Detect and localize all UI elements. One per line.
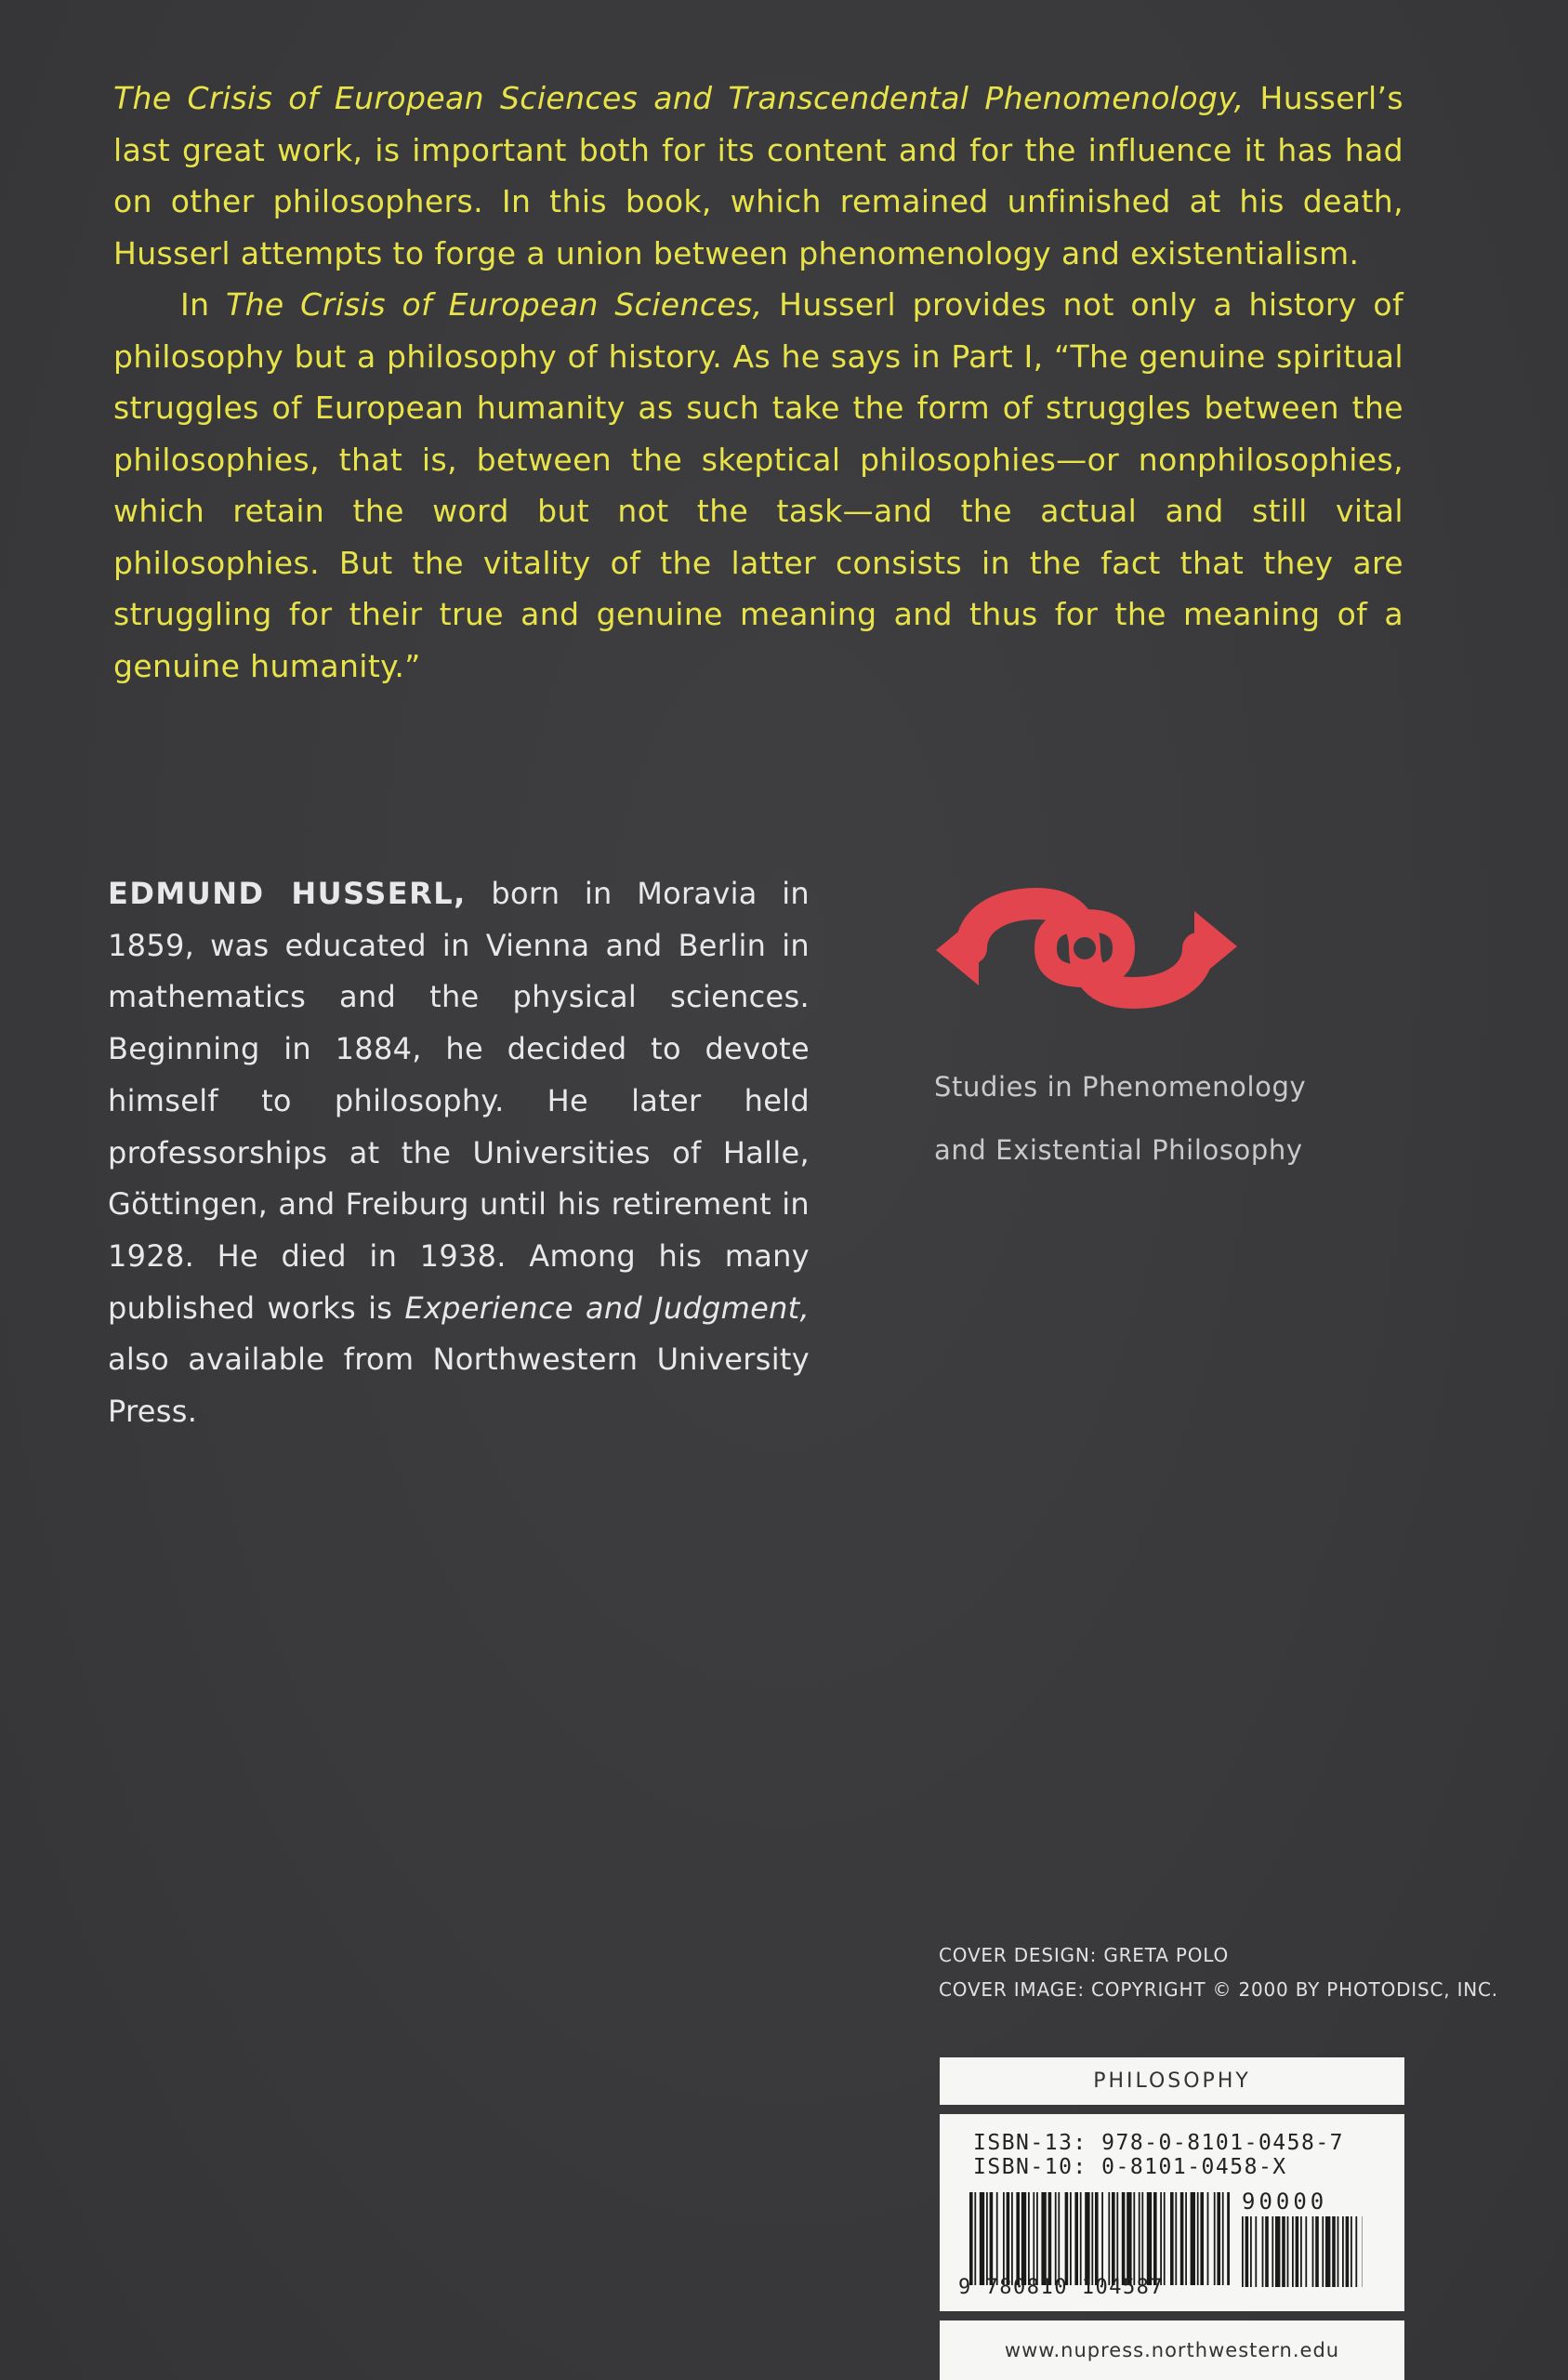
barcode-bar [1080, 2192, 1082, 2285]
barcode-bar [1222, 2192, 1224, 2285]
blurb-text: Husserl provides not only a history of philosophy but a philosophy of history. As he says in Part I, “The genuine spiritual struggles of European humanity as such take the form of struggles between the philosophies, that is, between the skeptical philosophies—or nonphilosophies, which retain the word but not the task—and the actual and still vital philosophies. But the vitality of the latter consists in the fact that they are struggling for their true and genuine meaning and thus for the meaning of a genuine humanity.” [113, 286, 1403, 684]
bio-text: also available from Northwestern University Press. [108, 1342, 810, 1430]
barcode-bar [1185, 2192, 1187, 2285]
barcode-bar [1127, 2192, 1131, 2285]
barcode-bar [1160, 2192, 1162, 2285]
barcode-bar [1085, 2192, 1089, 2285]
barcode-bar [1191, 2192, 1195, 2285]
barcode-bar [1095, 2192, 1099, 2285]
barcode-digits: 9 780810 104587 [958, 2276, 1165, 2299]
series-logo-arrow-right [1194, 911, 1237, 982]
series-logo-hole [1074, 937, 1096, 959]
barcode-bar [1272, 2216, 1273, 2287]
barcode-bar [1058, 2192, 1060, 2285]
barcode-bar [1227, 2192, 1230, 2285]
book-title: The Crisis of European Sciences and Transcendental Phenomenology, [113, 80, 1245, 116]
barcode-bar [980, 2192, 984, 2285]
barcode-bar [1207, 2192, 1209, 2285]
barcode-bar [1346, 2216, 1350, 2287]
barcode-bar [1242, 2216, 1244, 2287]
barcode-bar [1091, 2192, 1093, 2285]
barcode-bar [1275, 2216, 1280, 2287]
cover-image-credit: COVER IMAGE: COPYRIGHT © 2000 BY PHOTODISC, INC. [939, 1978, 1498, 2001]
barcode-bar [1033, 2192, 1034, 2285]
barcode-bar [1170, 2192, 1174, 2285]
subject-label [940, 2057, 1404, 2105]
barcode-bar [1337, 2216, 1339, 2287]
barcode-bar [986, 2192, 988, 2285]
barcode-bar [1315, 2216, 1319, 2287]
bio-text: born in Moravia in 1859, was educated in Vienna and Berlin in mathematics and the physical sciences. Beginning in 1884, he decided to devote himself to philosophy. He later held professorships at the Universities of Halle, Göttingen, and Freiburg until his retirement in 1928. He died in 1938. Among his many published works is [108, 876, 810, 1326]
barcode-bar [996, 2192, 998, 2285]
barcode-bar [1262, 2216, 1264, 2287]
barcode-bar [1175, 2192, 1177, 2285]
author-name: EDMUND HUSSERL, [108, 876, 467, 911]
barcode-bar [1007, 2192, 1010, 2285]
author-bio-paragraph [108, 868, 810, 1438]
barcode-bar [1070, 2192, 1072, 2285]
barcode-bar [1011, 2192, 1013, 2285]
barcode-bar [1282, 2216, 1285, 2287]
barcode-bar [1300, 2216, 1302, 2287]
barcode-bar [1036, 2192, 1038, 2285]
subject-text: PHILOSOPHY [1093, 2069, 1251, 2093]
series-name [934, 1055, 1306, 1182]
author-bio [108, 868, 810, 1438]
barcode-bar [1065, 2192, 1069, 2285]
barcode-bar [1164, 2192, 1166, 2285]
barcode-bar [1028, 2192, 1030, 2285]
barcode-bar [1139, 2192, 1140, 2285]
blurb-paragraph-1 [113, 73, 1403, 279]
barcode-bar [1101, 2192, 1103, 2285]
barcode-bar [1342, 2216, 1344, 2287]
barcode-bar [1217, 2192, 1220, 2285]
barcode-bar [1355, 2216, 1357, 2287]
barcode-bar [969, 2192, 973, 2285]
barcode-bar [1003, 2192, 1005, 2285]
barcode-bar [1048, 2192, 1052, 2285]
barcode-main [969, 2192, 1230, 2285]
publisher-url-text[interactable]: www.nupress.northwestern.edu [1004, 2339, 1340, 2361]
barcode-bar [1147, 2192, 1152, 2285]
blurb-text: In [180, 286, 227, 323]
blurb-paragraph-2 [113, 279, 1403, 692]
series-logo [934, 883, 1241, 1013]
isbn-13: ISBN-13: 978-0-8101-0458-7 [973, 2131, 1345, 2155]
isbn-10: ISBN-10: 0-8101-0458-X [973, 2155, 1287, 2179]
barcode-bar [1287, 2216, 1289, 2287]
barcode-bar [1245, 2216, 1249, 2287]
barcode-bar [1265, 2216, 1269, 2287]
barcode-bar [1292, 2216, 1294, 2287]
barcode-bar [1041, 2192, 1046, 2285]
barcode-bar [1305, 2216, 1307, 2287]
barcode-bar [1296, 2216, 1299, 2287]
cover-design-credit: COVER DESIGN: GRETA POLO [939, 1944, 1230, 1966]
barcode-bar [1250, 2216, 1252, 2287]
barcode-panel [940, 2114, 1404, 2311]
barcode-bar [1200, 2192, 1204, 2285]
barcode-bar [1325, 2216, 1330, 2287]
book-title: The Crisis of European Sciences, [226, 286, 763, 323]
series-logo-arrow-left [936, 915, 979, 985]
barcode-bar [1214, 2192, 1216, 2285]
series-line-1: Studies in Phenomenology [934, 1071, 1307, 1103]
series-line-2: and Existential Philosophy [934, 1134, 1303, 1166]
barcode-bar [1351, 2216, 1352, 2287]
blurb-text: Husserl’s last great work, is important both for its content and for the influence it has had on other philosophers. In this book, which remained unfinished at his death, Husserl attempts to forge a union between phenomenology and existentialism. [113, 80, 1403, 271]
publisher-url[interactable] [940, 2320, 1404, 2380]
barcode-bar [1197, 2192, 1199, 2285]
barcode-bar [1021, 2192, 1026, 2285]
barcode-bar [1312, 2216, 1314, 2287]
barcode-bar [974, 2192, 976, 2285]
price-code: 90000 [1242, 2188, 1328, 2215]
barcode-bar [990, 2192, 994, 2285]
barcode-bar [1122, 2192, 1126, 2285]
related-book-title: Experience and Judgment, [404, 1289, 810, 1326]
barcode-bar [1255, 2216, 1257, 2287]
barcode-bar [1116, 2192, 1118, 2285]
barcode-bar [1055, 2192, 1057, 2285]
barcode-bar [1153, 2192, 1157, 2285]
cover-credits [939, 1938, 1498, 2007]
cover-blurb [113, 73, 1403, 692]
barcode-addon [1242, 2216, 1363, 2287]
barcode-bar [1141, 2192, 1143, 2285]
barcode-bar [1133, 2192, 1135, 2285]
barcode-bar [1074, 2192, 1078, 2285]
barcode-bar [1180, 2192, 1184, 2285]
barcode-bar [1016, 2192, 1020, 2285]
barcode-bar [1112, 2192, 1115, 2285]
barcode-bar [1332, 2216, 1336, 2287]
barcode-bar [1322, 2216, 1324, 2287]
barcode-bar [1108, 2192, 1110, 2285]
